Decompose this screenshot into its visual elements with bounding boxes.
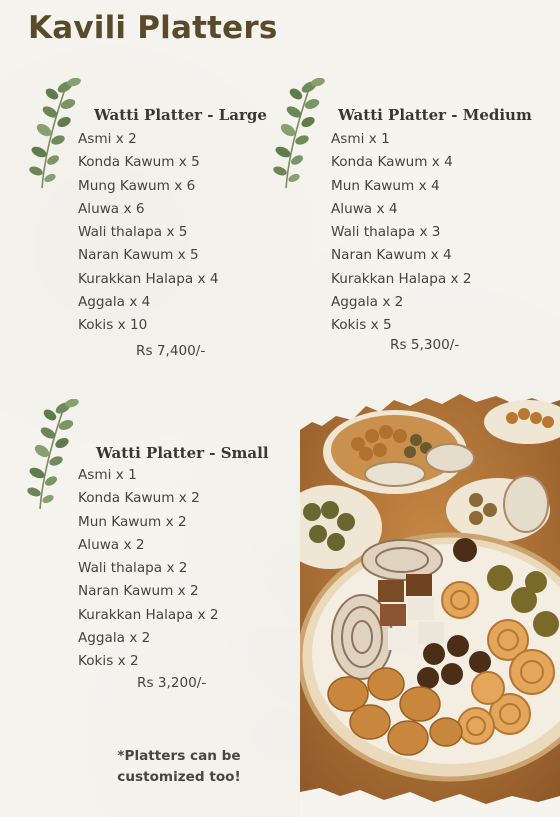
- list-item: Naran Kawum x 5: [78, 247, 199, 264]
- platter-price: Rs 7,400/-: [136, 343, 206, 359]
- list-item: Asmi x 2: [78, 131, 137, 147]
- list-item: Asmi x 1: [78, 467, 137, 483]
- platter-price: Rs 5,300/-: [390, 337, 460, 353]
- note-line: customized too!: [117, 769, 241, 785]
- list-item: Aggala x 4: [78, 294, 151, 311]
- list-item: Kurakkan Halapa x 2: [78, 606, 219, 623]
- list-item: Konda Kawum x 2: [78, 490, 200, 507]
- list-item: Aggala x 2: [78, 630, 151, 647]
- list-item: Kokis x 2: [78, 653, 139, 670]
- list-item: Mung Kawum x 6: [78, 177, 196, 194]
- platter-photo: [300, 392, 560, 817]
- list-item: Kokis x 5: [331, 317, 392, 334]
- list-item: Wali thalapa x 2: [78, 560, 188, 577]
- list-item: Kurakkan Halapa x 4: [78, 270, 219, 287]
- list-item: Aluwa x 4: [331, 200, 398, 217]
- list-item: Mun Kawum x 2: [78, 513, 187, 530]
- list-item: Mun Kawum x 4: [331, 177, 440, 194]
- platter-price: Rs 3,200/-: [137, 675, 207, 691]
- list-item: Wali thalapa x 5: [78, 224, 188, 241]
- note-line: *Platters can be: [117, 748, 241, 764]
- list-item: Wali thalapa x 3: [331, 224, 441, 241]
- platter-heading: Watti Platter - Medium: [338, 106, 532, 124]
- platter-items: [78, 464, 219, 674]
- list-item: Naran Kawum x 2: [78, 583, 199, 600]
- list-item: Asmi x 1: [331, 131, 390, 147]
- list-item: Konda Kawum x 4: [331, 154, 453, 171]
- list-item: Kurakkan Halapa x 2: [331, 270, 472, 287]
- platter-heading: Watti Platter - Small: [96, 444, 269, 462]
- platter-heading: Watti Platter - Large: [94, 106, 267, 124]
- page-title: Kavili Platters: [28, 10, 278, 46]
- leaf-sprig-icon: [272, 78, 334, 190]
- list-item: Aluwa x 2: [78, 536, 145, 553]
- list-item: Aluwa x 6: [78, 200, 145, 217]
- list-item: Kokis x 10: [78, 317, 148, 334]
- list-item: Naran Kawum x 4: [331, 247, 452, 264]
- list-item: Konda Kawum x 5: [78, 154, 200, 171]
- customization-note: [103, 746, 255, 788]
- platter-items: [331, 128, 472, 338]
- platter-photo-illustration: [300, 392, 560, 817]
- list-item: Aggala x 2: [331, 294, 404, 311]
- platter-items: [78, 128, 219, 338]
